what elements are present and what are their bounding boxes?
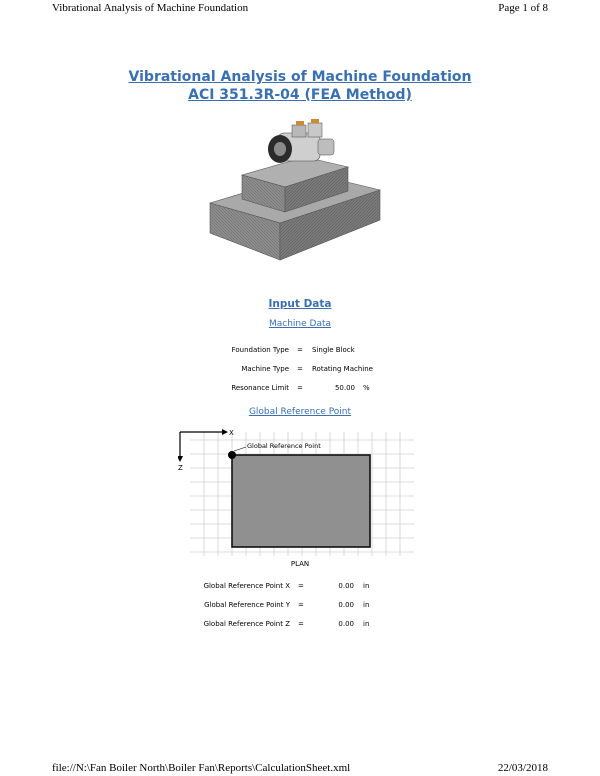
page-number: Page 1 of 8	[498, 2, 548, 14]
input-data-heading: Input Data	[268, 298, 332, 310]
row-unit: %	[363, 384, 370, 392]
foundation-illustration	[200, 115, 400, 265]
x-axis-label: X	[229, 429, 234, 437]
row-label: Resonance Limit	[231, 384, 289, 392]
row-label: Foundation Type	[231, 346, 289, 354]
row-unit: in	[363, 620, 370, 628]
foundation-plan-rect	[232, 455, 370, 547]
row-value: 0.00	[338, 582, 354, 590]
equals-sign: =	[298, 620, 304, 628]
z-axis-label: Z	[178, 464, 183, 472]
row-label: Machine Type	[241, 365, 289, 373]
equals-sign: =	[298, 601, 304, 609]
machine-data-heading: Machine Data	[268, 319, 332, 329]
row-value: 0.00	[338, 620, 354, 628]
plan-figure	[178, 426, 416, 558]
row-label: Global Reference Point Z	[203, 620, 290, 628]
file-path: file://N:\Fan Boiler North\Boiler Fan\Reports\CalculationSheet.xml	[52, 762, 351, 774]
global-reference-heading: Global Reference Point	[248, 407, 352, 417]
row-value: 0.00	[338, 601, 354, 609]
print-date: 22/03/2018	[497, 762, 548, 774]
equals-sign: =	[297, 365, 303, 373]
equals-sign: =	[297, 346, 303, 354]
page-header-title: Vibrational Analysis of Machine Foundation	[52, 2, 249, 14]
plan-label: PLAN	[290, 560, 310, 568]
document-title: Vibrational Analysis of Machine Foundation	[128, 69, 472, 85]
reference-point-marker	[228, 451, 236, 459]
document-subtitle: ACI 351.3R-04 (FEA Method)	[188, 87, 412, 103]
row-value: Single Block	[312, 346, 355, 354]
row-label: Global Reference Point Y	[204, 601, 290, 609]
equals-sign: =	[297, 384, 303, 392]
reference-point-label: Global Reference Point	[247, 442, 321, 450]
row-unit: in	[363, 582, 370, 590]
row-label: Global Reference Point X	[203, 582, 290, 590]
row-value: 50.00	[334, 384, 355, 392]
row-value: Rotating Machine	[312, 365, 373, 373]
equals-sign: =	[298, 582, 304, 590]
row-unit: in	[363, 601, 370, 609]
